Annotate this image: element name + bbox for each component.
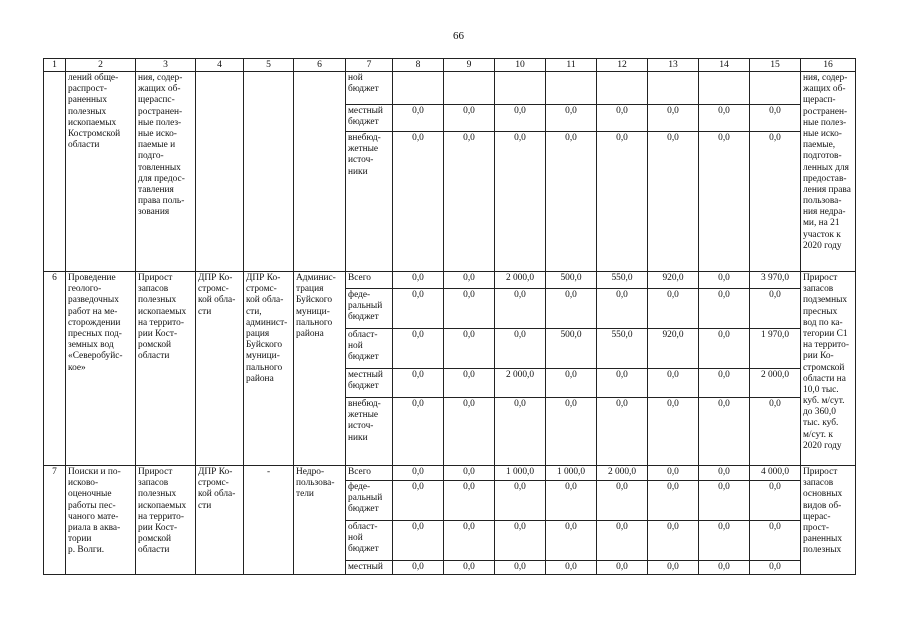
funding-value-cell: 0,0	[546, 398, 597, 466]
funding-source-cell: област- ной бюджет	[346, 329, 393, 369]
funding-value-cell	[750, 72, 801, 105]
funding-value-cell: 0,0	[546, 132, 597, 272]
column-number-cell: 11	[546, 59, 597, 72]
funding-source-cell: внебюд- жетные источ- ники	[346, 132, 393, 272]
funding-value-cell: 0,0	[597, 398, 648, 466]
target-indicator-cell: Прирост запасов подземных пресных вод по ка- тегории С1 на террито- рии Ко- стромской области на 10,0 тыс. куб. м/сут. до 360,0 тыс. куб. м/сут. к 2020 году	[801, 272, 856, 466]
item-number-cell: 7	[44, 466, 66, 575]
funding-value-cell: 0,0	[393, 481, 444, 521]
funding-value-cell	[546, 72, 597, 105]
funding-value-cell: 0,0	[393, 272, 444, 289]
funding-source-cell: местный бюджет	[346, 105, 393, 132]
funding-value-cell: 3 970,0	[750, 272, 801, 289]
column-number-cell: 8	[393, 59, 444, 72]
funding-source-cell: Всего	[346, 466, 393, 481]
funding-value-cell: 0,0	[648, 561, 699, 575]
funding-value-cell: 0,0	[750, 481, 801, 521]
column-number-cell: 9	[444, 59, 495, 72]
event-name-cell: Проведение геолого- разведочных работ на ме- сторождении пресных под- земных вод «Северобуйс- кое»	[66, 272, 136, 466]
funding-value-cell: 0,0	[444, 561, 495, 575]
column-number-cell: 10	[495, 59, 546, 72]
funding-value-cell: 0,0	[393, 289, 444, 329]
funding-value-cell: 2 000,0	[750, 369, 801, 398]
funding-value-cell: 0,0	[597, 521, 648, 561]
column-number-cell: 12	[597, 59, 648, 72]
funding-value-cell	[648, 72, 699, 105]
column-number-cell: 3	[136, 59, 196, 72]
funding-value-cell	[393, 72, 444, 105]
funding-value-cell: 0,0	[699, 561, 750, 575]
funding-value-cell: 0,0	[648, 521, 699, 561]
funding-source-cell: феде- ральный бюджет	[346, 289, 393, 329]
table-row	[44, 72, 856, 105]
funding-source-cell: Всего	[346, 272, 393, 289]
co-executor-cell: -	[244, 466, 294, 575]
funding-value-cell: 550,0	[597, 272, 648, 289]
funding-value-cell: 0,0	[699, 329, 750, 369]
column-number-cell: 4	[196, 59, 244, 72]
funding-value-cell: 0,0	[648, 481, 699, 521]
funding-source-cell: област- ной бюджет	[346, 521, 393, 561]
column-number-cell: 2	[66, 59, 136, 72]
funding-value-cell: 0,0	[444, 369, 495, 398]
funding-value-cell: 0,0	[648, 466, 699, 481]
responsible-cell: ДПР Ко- стромс- кой обла- сти	[196, 272, 244, 466]
funding-value-cell: 0,0	[648, 369, 699, 398]
funding-value-cell: 0,0	[546, 521, 597, 561]
funding-value-cell: 0,0	[444, 481, 495, 521]
funding-value-cell: 0,0	[444, 398, 495, 466]
column-number-cell: 7	[346, 59, 393, 72]
funding-source-cell: феде- ральный бюджет	[346, 481, 393, 521]
funding-value-cell: 0,0	[495, 289, 546, 329]
funding-value-cell: 0,0	[546, 289, 597, 329]
funding-value-cell: 0,0	[648, 105, 699, 132]
column-number-cell: 5	[244, 59, 294, 72]
funding-value-cell: 0,0	[597, 132, 648, 272]
funding-value-cell: 0,0	[699, 272, 750, 289]
funding-value-cell: 0,0	[699, 521, 750, 561]
funding-value-cell	[444, 72, 495, 105]
funding-value-cell: 0,0	[495, 132, 546, 272]
funding-value-cell: 0,0	[393, 105, 444, 132]
funding-value-cell: 0,0	[393, 521, 444, 561]
funding-value-cell: 0,0	[699, 481, 750, 521]
funding-value-cell: 0,0	[444, 132, 495, 272]
funding-value-cell: 0,0	[597, 369, 648, 398]
funding-value-cell: 920,0	[648, 329, 699, 369]
funding-value-cell: 0,0	[750, 105, 801, 132]
funding-value-cell: 0,0	[597, 481, 648, 521]
funding-value-cell: 0,0	[495, 105, 546, 132]
funding-value-cell: 2 000,0	[495, 369, 546, 398]
funding-value-cell: 0,0	[495, 329, 546, 369]
funding-value-cell: 920,0	[648, 272, 699, 289]
funding-value-cell	[699, 72, 750, 105]
funding-value-cell: 0,0	[648, 398, 699, 466]
funding-value-cell	[597, 72, 648, 105]
funding-value-cell: 1 970,0	[750, 329, 801, 369]
item-number-cell: 6	[44, 272, 66, 466]
funding-value-cell: 0,0	[495, 398, 546, 466]
funding-value-cell: 0,0	[444, 521, 495, 561]
funding-value-cell: 1 000,0	[495, 466, 546, 481]
funding-source-cell: ной бюджет	[346, 72, 393, 105]
funding-value-cell: 0,0	[444, 105, 495, 132]
funding-value-cell: 500,0	[546, 272, 597, 289]
funding-value-cell: 0,0	[699, 369, 750, 398]
event-name-cell: Поиски и по- исково- оценочные работы пес- чаного мате- риала в аква- тории р. Волги.	[66, 466, 136, 575]
funding-value-cell: 0,0	[750, 398, 801, 466]
funding-value-cell: 0,0	[495, 521, 546, 561]
funding-value-cell: 0,0	[444, 289, 495, 329]
funding-value-cell: 1 000,0	[546, 466, 597, 481]
funding-value-cell: 2 000,0	[495, 272, 546, 289]
funding-source-cell: внебюд- жетные источ- ники	[346, 398, 393, 466]
table-row	[44, 272, 856, 289]
funding-value-cell: 0,0	[393, 466, 444, 481]
funding-value-cell: 550,0	[597, 329, 648, 369]
target-indicator-cell: Прирост запасов основных видов об- щерас- прост- раненных полезных	[801, 466, 856, 575]
funding-value-cell: 0,0	[444, 329, 495, 369]
funding-value-cell: 0,0	[444, 466, 495, 481]
participant-cell: Недро- пользова- тели	[294, 466, 346, 575]
funding-value-cell: 0,0	[750, 289, 801, 329]
funding-value-cell: 0,0	[648, 289, 699, 329]
funding-value-cell: 0,0	[699, 105, 750, 132]
table-body	[44, 59, 856, 575]
funding-source-cell: местный	[346, 561, 393, 575]
funding-value-cell: 0,0	[393, 561, 444, 575]
funding-value-cell: 0,0	[546, 561, 597, 575]
funding-value-cell: 0,0	[648, 132, 699, 272]
funding-value-cell: 0,0	[393, 132, 444, 272]
expected-result-cell: Прирост запасов полезных ископаемых на террито- рии Кост- ромской области	[136, 272, 196, 466]
funding-value-cell: 0,0	[699, 289, 750, 329]
column-number-cell: 15	[750, 59, 801, 72]
responsible-cell: ДПР Ко- стромс- кой обла- сти	[196, 466, 244, 575]
funding-value-cell: 0,0	[597, 289, 648, 329]
target-indicator-cell: ния, содер- жащих об- щерасп- ространен- ные полез- ные иско- паемые, подготов- ленных для предостав- ления права пользова- ния недра- ми, на 21 участок к 2020 году	[801, 72, 856, 272]
funding-value-cell: 0,0	[750, 521, 801, 561]
participant-cell: Админис- трация Буйского муници- пального района	[294, 272, 346, 466]
funding-value-cell: 0,0	[597, 105, 648, 132]
funding-value-cell	[495, 72, 546, 105]
expected-result-cell: ния, содер- жащих об- щераспс- ространен- ные полез- ные иско- паемые и подго- товленных для предос- тавления права поль- зования	[136, 72, 196, 272]
funding-value-cell: 0,0	[495, 481, 546, 521]
responsible-cell	[196, 72, 244, 272]
funding-value-cell: 0,0	[495, 561, 546, 575]
funding-value-cell: 0,0	[444, 272, 495, 289]
funding-value-cell: 500,0	[546, 329, 597, 369]
funding-value-cell: 0,0	[546, 481, 597, 521]
column-number-cell: 16	[801, 59, 856, 72]
item-number-cell	[44, 72, 66, 272]
participant-cell	[294, 72, 346, 272]
column-number-cell: 1	[44, 59, 66, 72]
column-number-cell: 6	[294, 59, 346, 72]
co-executor-cell	[244, 72, 294, 272]
budget-table	[43, 58, 856, 575]
funding-value-cell: 0,0	[699, 466, 750, 481]
funding-value-cell: 0,0	[699, 398, 750, 466]
funding-value-cell: 0,0	[393, 329, 444, 369]
event-name-cell: лений обще- распрост- раненных полезных ископаемых Костромской области	[66, 72, 136, 272]
funding-value-cell: 0,0	[597, 561, 648, 575]
funding-value-cell: 0,0	[699, 132, 750, 272]
expected-result-cell: Прирост запасов полезных ископаемых на террито- рии Кост- ромской области	[136, 466, 196, 575]
funding-value-cell: 0,0	[393, 398, 444, 466]
column-number-cell: 14	[699, 59, 750, 72]
funding-value-cell: 0,0	[393, 369, 444, 398]
table-row	[44, 466, 856, 481]
funding-value-cell: 2 000,0	[597, 466, 648, 481]
column-number-cell: 13	[648, 59, 699, 72]
funding-value-cell: 0,0	[546, 105, 597, 132]
page-number: 66	[453, 30, 464, 42]
funding-source-cell: местный бюджет	[346, 369, 393, 398]
funding-value-cell: 4 000,0	[750, 466, 801, 481]
column-number-row	[44, 59, 856, 72]
funding-value-cell: 0,0	[750, 561, 801, 575]
co-executor-cell: ДПР Ко- стромс- кой обла- сти, админист- рация Буйского муници- пального района	[244, 272, 294, 466]
funding-value-cell: 0,0	[750, 132, 801, 272]
funding-value-cell: 0,0	[546, 369, 597, 398]
